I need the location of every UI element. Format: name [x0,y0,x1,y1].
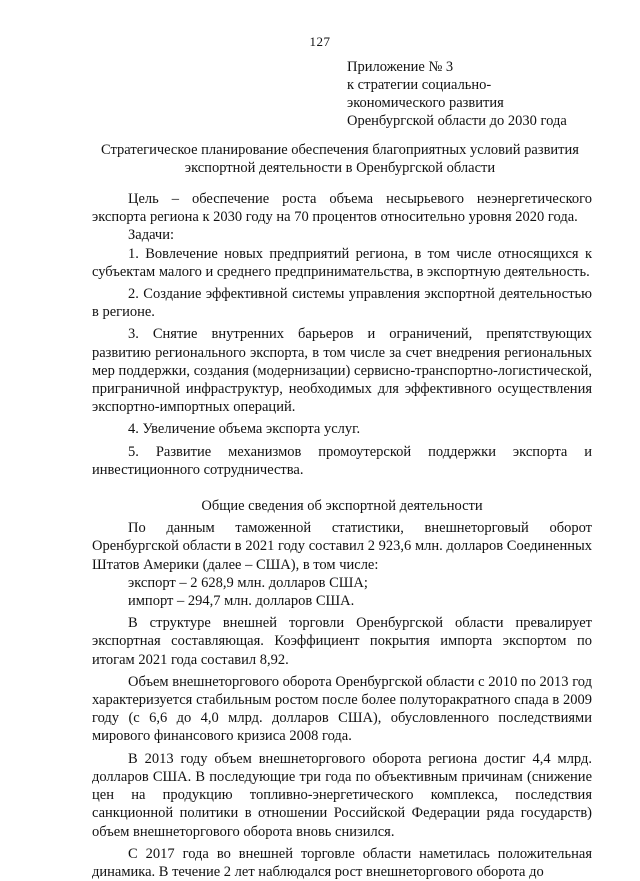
document-body [92,190,592,881]
section-heading: Общие сведения об экспортной деятельности [201,498,483,515]
appendix-line: Приложение № 3 [347,59,454,75]
task-item: 3. Снятие внутренних барьеров и ограничений, препятствующих развитию регионального экспорта, в том числе за счет внедрения региональных мер поддержки, создания (модернизации) сервисно-транспортно-логистической, приграничной инфраструктур, необходимых для эффективного осуществления экспортно-импортных операций. [92,326,592,416]
body-paragraph: По данным таможенной статистики, внешнеторговый оборот Оренбургской области в 2021 году составил 2 923,6 млн. долларов Соединенных Штатов Америки (далее – США), в том числе: [92,520,592,573]
body-paragraph: В структуре внешней торговли Оренбургской области превалирует экспортная составляющая. Коэффициент покрытия импорта экспортом по итогам 2021 года составил 8,92. [92,615,592,668]
body-paragraph: С 2017 года во внешней торговле области наметилась положительная динамика. В течение 2 лет наблюдался рост внешнеторгового оборота до [92,845,592,880]
tasks-label: Задачи: [128,227,175,244]
task-item: 1. Вовлечение новых предприятий региона, в том числе относящихся к субъектам малого и среднего предпринимательства, в экспортную деятельность. [92,245,592,280]
body-paragraph: Объем внешнеторгового оборота Оренбургской области с 2010 по 2013 год характеризуется стабильным ростом после более полуторакратного спада в 2009 году (с 6,6 до 4,0 млрд. долларов США), обусловленного последствиями мирового финансового кризиса 2008 года. [92,673,592,745]
appendix-header [347,58,627,130]
document-title: Стратегическое планирование обеспечения благоприятных условий развития экспортной деятельности в Оренбургской области [101,142,579,176]
task-item: 4. Увеличение объема экспорта услуг. [128,421,361,438]
appendix-line: экономического развития [347,95,504,111]
task-item: 5. Развитие механизмов промоутерской поддержки экспорта и инвестиционного сотрудничества. [92,443,592,478]
task-item: 2. Создание эффективной системы управления экспортной деятельностью в регионе. [92,286,592,321]
body-paragraph: экспорт – 2 628,9 млн. долларов США; [128,574,368,591]
page-number: 127 [309,34,331,49]
appendix-line: Оренбургской области до 2030 года [347,113,567,129]
goal-paragraph: Цель – обеспечение роста объема несырьевого неэнергетического экспорта региона к 2030 году на 70 процентов относительно уровня 2020 года. [92,191,592,226]
body-paragraph: В 2013 году объем внешнеторгового оборота региона достиг 4,4 млрд. долларов США. В последующие три года по объективным причинам (снижение цен на продукцию топливно-энергетического комплекса, последствия санкционной политики в отношении Российской Федерации ряда государств) объем внешнеторгового оборота вновь снизился. [92,750,592,840]
body-paragraph: импорт – 294,7 млн. долларов США. [128,593,355,610]
appendix-line: к стратегии социально- [347,77,492,93]
